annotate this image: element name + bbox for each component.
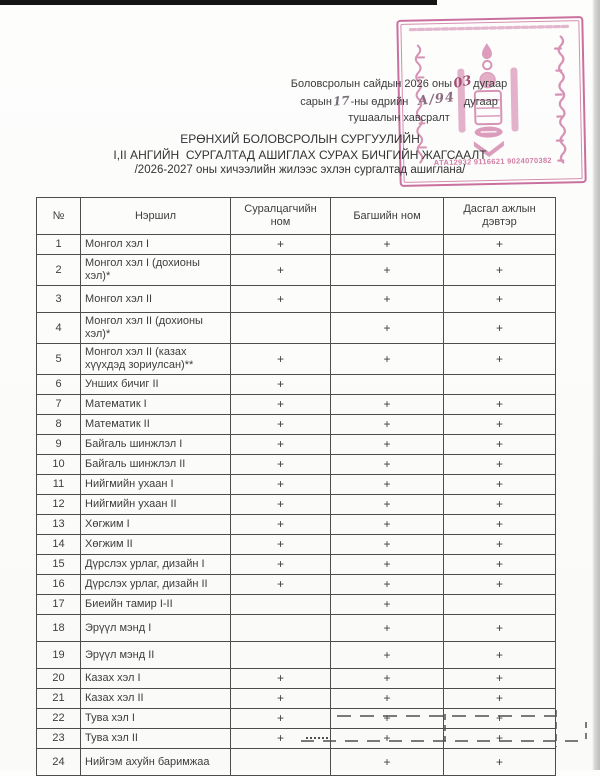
cell-no: 9 — [37, 435, 81, 455]
cell-workbook: + — [444, 344, 556, 375]
cell-workbook: + — [444, 235, 556, 255]
cell-student: + — [231, 286, 331, 313]
cell-student: + — [231, 475, 331, 495]
cell-name: Монгол хэл I (дохионы хэл)* — [81, 255, 231, 286]
table-row — [37, 344, 556, 375]
approval-line2-prefix: сарын — [300, 95, 332, 108]
cell-no: 23 — [37, 729, 81, 749]
cell-name: Эрүүл мэнд I — [81, 615, 231, 642]
cell-student: + — [231, 375, 331, 395]
cell-workbook: + — [444, 515, 556, 535]
cell-name: Нийгмийн ухаан I — [81, 475, 231, 495]
cell-student: + — [231, 235, 331, 255]
cell-no: 8 — [37, 415, 81, 435]
cell-name: Математик I — [81, 395, 231, 415]
scan-edge-top-bar — [0, 0, 437, 5]
cell-teacher: + — [331, 344, 444, 375]
cell-workbook: + — [444, 615, 556, 642]
cell-teacher — [331, 375, 444, 395]
cell-no: 4 — [37, 313, 81, 344]
cell-teacher: + — [331, 535, 444, 555]
cell-student: + — [231, 729, 331, 749]
cell-teacher: + — [331, 575, 444, 595]
cell-no: 14 — [37, 535, 81, 555]
cell-teacher: + — [331, 395, 444, 415]
table-row — [37, 642, 556, 669]
cell-student: + — [231, 555, 331, 575]
handwritten-month: 03 — [452, 73, 474, 92]
cell-name: Дүрслэх урлаг, дизайн II — [81, 575, 231, 595]
cell-teacher: + — [331, 415, 444, 435]
table-row — [37, 555, 556, 575]
cell-teacher: + — [331, 495, 444, 515]
cell-teacher: + — [331, 235, 444, 255]
cell-student: + — [231, 515, 331, 535]
table-row — [37, 313, 556, 344]
cell-workbook: + — [444, 575, 556, 595]
cell-no: 17 — [37, 595, 81, 615]
cell-name: Монгол хэл I — [81, 235, 231, 255]
cell-name: Дүрслэх урлаг, дизайн I — [81, 555, 231, 575]
cell-teacher: + — [331, 515, 444, 535]
table-row — [37, 535, 556, 555]
cell-student — [231, 642, 331, 669]
cell-name: Эрүүл мэнд II — [81, 642, 231, 669]
textbook-table — [36, 197, 556, 776]
table-row — [37, 689, 556, 709]
cell-student — [231, 313, 331, 344]
cell-no: 16 — [37, 575, 81, 595]
handwritten-day: 17 — [332, 92, 351, 109]
header-no: № — [37, 198, 81, 235]
table-row — [37, 375, 556, 395]
cell-no: 5 — [37, 344, 81, 375]
approval-line2-suffix: дугаар — [463, 95, 498, 108]
cell-name: Унших бичиг II — [81, 375, 231, 395]
cell-name: Казах хэл II — [81, 689, 231, 709]
cell-name: Математик II — [81, 415, 231, 435]
cell-teacher: + — [331, 313, 444, 344]
title-line2: I,II АНГИЙН СУРГАЛТАД АШИГЛАХ СУРАХ БИЧГИЙН ЖАГСААЛТ — [113, 147, 487, 162]
cell-workbook — [444, 595, 556, 615]
approval-note — [276, 73, 522, 127]
cell-no: 12 — [37, 495, 81, 515]
cell-workbook: + — [444, 642, 556, 669]
cell-workbook: + — [444, 255, 556, 286]
document-title — [0, 132, 600, 179]
cell-teacher: + — [331, 669, 444, 689]
cell-workbook: + — [444, 286, 556, 313]
table-row — [37, 415, 556, 435]
cell-no: 24 — [37, 749, 81, 776]
cell-teacher: + — [331, 689, 444, 709]
table-row — [37, 475, 556, 495]
table-row — [37, 615, 556, 642]
cell-name: Нийгэм ахуйн баримжаа — [81, 749, 231, 776]
cell-teacher: + — [331, 729, 444, 749]
cell-student: + — [231, 395, 331, 415]
cell-teacher: + — [331, 435, 444, 455]
cell-workbook: + — [444, 495, 556, 515]
cell-teacher: + — [331, 749, 444, 776]
cell-teacher: + — [331, 475, 444, 495]
cell-teacher: + — [331, 709, 444, 729]
cell-no: 1 — [37, 235, 81, 255]
header-student-book: Суралцагчийн ном — [231, 198, 331, 235]
approval-line1-prefix: Боловсролын сайдын 2026 оны — [290, 78, 453, 90]
cell-student: + — [231, 535, 331, 555]
cell-no: 10 — [37, 455, 81, 475]
cell-workbook: + — [444, 435, 556, 455]
table-row — [37, 495, 556, 515]
handwritten-order-number: А/94 — [417, 89, 457, 109]
cell-student: + — [231, 689, 331, 709]
cell-no: 2 — [37, 255, 81, 286]
cell-workbook: + — [444, 395, 556, 415]
cell-student — [231, 615, 331, 642]
title-line1: ЕРӨНХИЙ БОЛОВСРОЛЫН СУРГУУЛИЙН — [180, 132, 420, 146]
cell-name: Биеийн тамир I-II — [81, 595, 231, 615]
cell-teacher: + — [331, 286, 444, 313]
cell-student: + — [231, 575, 331, 595]
approval-note-line1 — [276, 73, 522, 93]
table-row — [37, 749, 556, 776]
cell-teacher: + — [331, 615, 444, 642]
cell-teacher: + — [331, 642, 444, 669]
cell-name: Байгаль шинжлэл I — [81, 435, 231, 455]
cell-workbook: + — [444, 729, 556, 749]
table-row — [37, 455, 556, 475]
cell-student: + — [231, 435, 331, 455]
cell-student: + — [231, 495, 331, 515]
table-header — [37, 198, 556, 235]
cell-workbook: + — [444, 555, 556, 575]
cell-student: + — [231, 255, 331, 286]
table-header-row — [37, 198, 556, 235]
table-row — [37, 235, 556, 255]
table-row — [37, 669, 556, 689]
cell-no: 18 — [37, 615, 81, 642]
cell-name: Монгол хэл II (дохионы хэл)* — [81, 313, 231, 344]
table-row — [37, 395, 556, 415]
header-teacher-book: Багшийн ном — [331, 198, 444, 235]
cell-student — [231, 595, 331, 615]
cell-name: Нийгмийн ухаан II — [81, 495, 231, 515]
table-body — [37, 235, 556, 776]
stamp-serial-number: АТА12932 9116621 9024070382 — [433, 155, 552, 168]
stamp-top-script — [410, 26, 569, 29]
cell-student: + — [231, 709, 331, 729]
cell-workbook: + — [444, 455, 556, 475]
cell-workbook — [444, 375, 556, 395]
table-row — [37, 595, 556, 615]
cell-workbook: + — [444, 749, 556, 776]
approval-line1-suffix: дугаар — [473, 78, 508, 90]
cell-workbook: + — [444, 475, 556, 495]
cell-teacher: + — [331, 255, 444, 286]
cell-workbook: + — [444, 415, 556, 435]
cell-no: 15 — [37, 555, 81, 575]
cell-teacher: + — [331, 555, 444, 575]
cell-workbook: + — [444, 535, 556, 555]
header-name: Нэршил — [81, 198, 231, 235]
approval-line2-mid: -ны өдрийн — [350, 95, 409, 108]
table-row — [37, 515, 556, 535]
table-row — [37, 255, 556, 286]
table-row — [37, 575, 556, 595]
cell-no: 7 — [37, 395, 81, 415]
table-row — [37, 286, 556, 313]
scan-edge-right-shadow — [592, 0, 600, 770]
cell-no: 3 — [37, 286, 81, 313]
cell-no: 20 — [37, 669, 81, 689]
cell-student: + — [231, 455, 331, 475]
cell-name: Тува хэл II — [81, 729, 231, 749]
cell-name: Тува хэл I — [81, 709, 231, 729]
cell-no: 19 — [37, 642, 81, 669]
cell-name: Казах хэл I — [81, 669, 231, 689]
cell-teacher: + — [331, 595, 444, 615]
title-line3: /2026-2027 оны хичээлийн жилээс эхлэн сургалтад ашиглана/ — [134, 164, 466, 176]
header-workbook: Дасгал ажлын дэвтэр — [444, 198, 556, 235]
cell-workbook: + — [444, 689, 556, 709]
table-row — [37, 709, 556, 729]
cell-workbook: + — [444, 709, 556, 729]
cell-name: Хөгжим I — [81, 515, 231, 535]
approval-note-line3: тушаалын хавсралт — [348, 112, 450, 124]
cell-student — [231, 749, 331, 776]
table-row — [37, 435, 556, 455]
approval-note-line2 — [276, 89, 522, 111]
cell-student: + — [231, 669, 331, 689]
cell-workbook: + — [444, 313, 556, 344]
cell-no: 13 — [37, 515, 81, 535]
cell-name: Монгол хэл II (казах хүүхдэд зориулсан)** — [81, 344, 231, 375]
cell-no: 21 — [37, 689, 81, 709]
cell-no: 6 — [37, 375, 81, 395]
cell-no: 11 — [37, 475, 81, 495]
cell-no: 22 — [37, 709, 81, 729]
cell-teacher: + — [331, 455, 444, 475]
cell-student: + — [231, 344, 331, 375]
cell-name: Байгаль шинжлэл II — [81, 455, 231, 475]
cell-name: Монгол хэл II — [81, 286, 231, 313]
cell-workbook: + — [444, 669, 556, 689]
cell-student: + — [231, 415, 331, 435]
table-row — [37, 729, 556, 749]
cell-name: Хөгжим II — [81, 535, 231, 555]
